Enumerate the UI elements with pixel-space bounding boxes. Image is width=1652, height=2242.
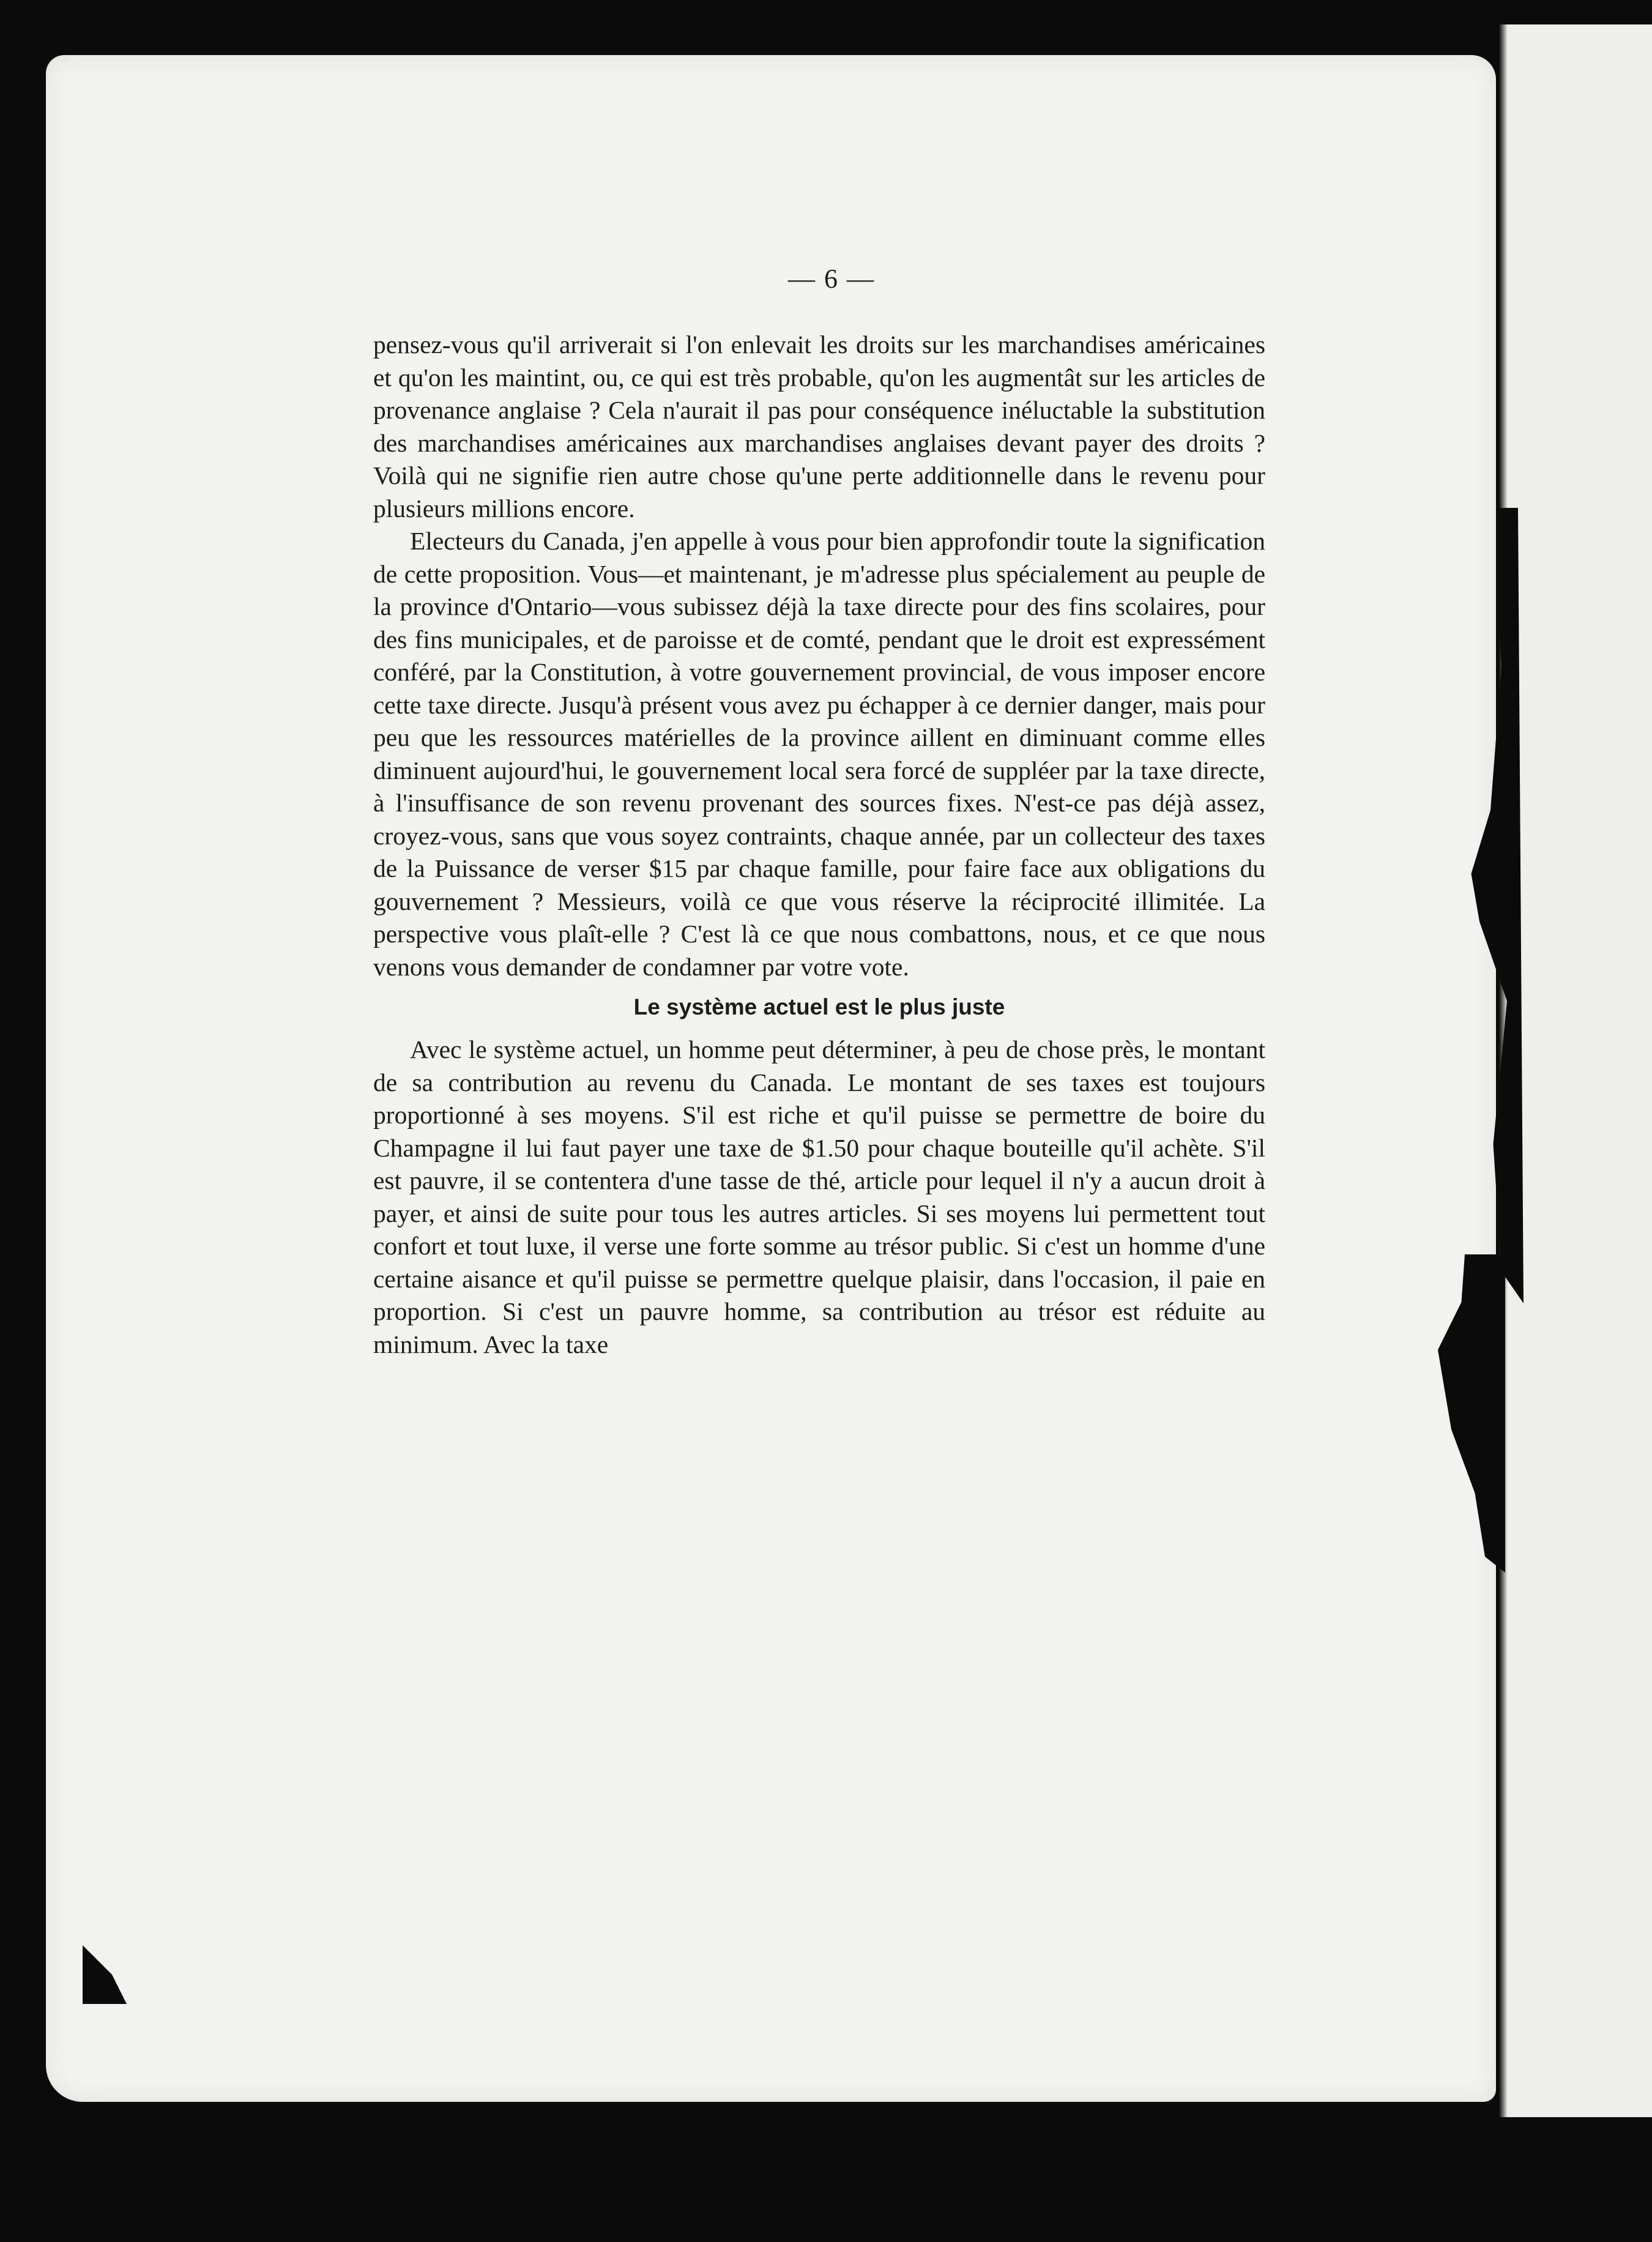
torn-corner	[83, 1906, 180, 2004]
paragraph-3: Avec le système actuel, un homme peut déterminer, à peu de chose près, le montant de sa contribution au revenu du Canada. Le montant de ses taxes est toujours proportionné à ses moyens. S'il est riche et qu'il puisse se permettre de boire du Champagne il lui faut payer une taxe de $1.50 pour chaque bouteille qu'il achète. S'il est pauvre, il se contentera d'une tasse de thé, article pour lequel il n'y a aucun droit à payer, et ainsi de suite pour tous les autres articles. Si ses moyens lui permettent tout confort et tout luxe, il verse une forte somme au trésor public. Si c'est un homme d'une certaine aisance et qu'il puisse se permettre quelque plaisir, dans l'occasion, il paie en proportion. Si c'est un pauvre homme, sa contribution au trésor est réduite au minimum. Avec la taxe	[373, 1035, 1265, 1358]
page-number: — 6 —	[788, 264, 875, 294]
page-text-block	[373, 263, 1265, 1361]
paragraph-2: Electeurs du Canada, j'en appelle à vous pour bien approfondir toute la signification de cette proposition. Vous—et maintenant, je m'adresse plus spécialement au peuple de la province d'Ontario—vous subissez déjà la taxe directe pour des fins scolaires, pour des fins municipales, et de paroisse et de comté, pendant que le droit est expressément conféré, par la Constitution, à votre gouvernement provincial, de vous imposer encore cette taxe directe. Jusqu'à présent vous avez pu échapper à ce dernier danger, mais pour peu que les ressources matérielles de la province aillent en diminuant comme elles diminuent aujourd'hui, le gouvernement local sera forcé de suppléer par la taxe directe, à l'insuffisance de son revenu provenant des sources fixes. N'est-ce pas déjà assez, croyez-vous, sans que vous soyez contraints, chaque année, par un collecteur des taxes de la Puissance de verser $15 par chaque famille, pour faire face aux obligations du gouvernement ? Messieurs, voilà ce que vous réserve la réciprocité illimitée. La perspective vous plaît-elle ? C'est là ce que nous combattons, nous, et ce que nous venons vous demander de condamner par votre vote.	[373, 527, 1265, 981]
adjacent-page-edge	[1499, 24, 1652, 2117]
paragraph-1: pensez-vous qu'il arriverait si l'on enlevait les droits sur les marchandises américaines et qu'on les maintint, ou, ce qui est très probable, qu'on les augmentât sur les articles de provenance anglaise ? Cela n'aurait il pas pour conséquence inéluctable la substitution des marchandises américaines aux marchandises anglaises devant payer des droits ? Voilà qui ne signifie rien autre chose qu'une perte additionnelle dans le revenu pour plusieurs millions encore.	[373, 330, 1265, 523]
section-heading: Le système actuel est le plus juste	[633, 994, 1005, 1019]
